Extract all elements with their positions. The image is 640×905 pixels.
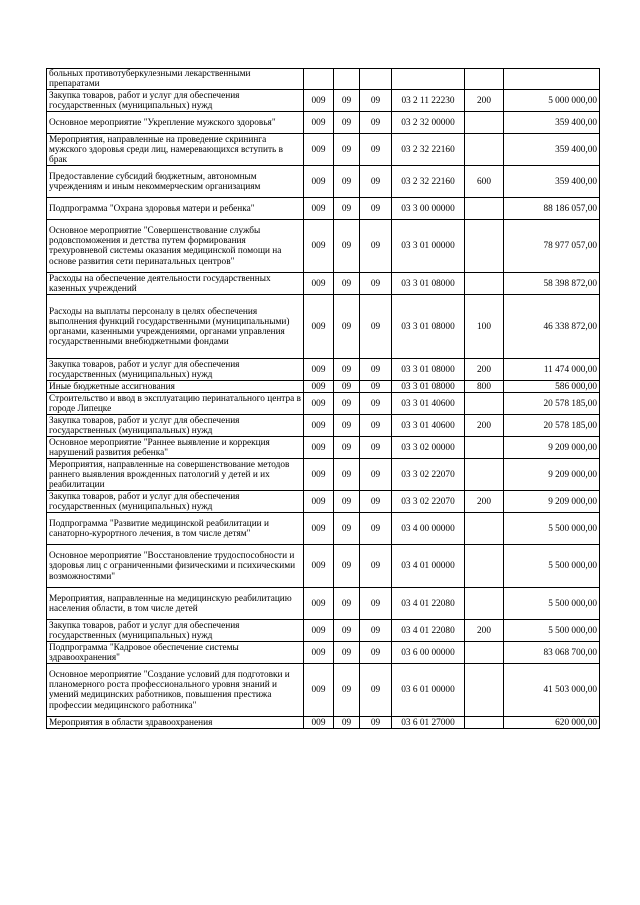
row-target-article: 03 3 01 08000 — [392, 295, 465, 359]
row-subsection: 09 — [360, 664, 392, 717]
table-row — [47, 198, 600, 220]
row-target-article: 03 3 01 40600 — [392, 415, 465, 437]
row-section: 09 — [334, 166, 360, 198]
row-expense-type — [465, 642, 504, 664]
row-target-article — [392, 69, 465, 90]
row-expense-type: 100 — [465, 295, 504, 359]
row-admin-code: 009 — [304, 381, 334, 393]
row-name: Подпрограмма "Кадровое обеспечение системы здравоохранения" — [47, 642, 304, 664]
table-row — [47, 717, 600, 729]
row-target-article: 03 4 00 00000 — [392, 513, 465, 545]
row-subsection: 09 — [360, 381, 392, 393]
row-target-article: 03 4 01 22080 — [392, 588, 465, 620]
row-section: 09 — [334, 134, 360, 166]
row-section — [334, 69, 360, 90]
table-body — [47, 69, 600, 729]
row-subsection: 09 — [360, 513, 392, 545]
row-name: Иные бюджетные ассигнования — [47, 381, 304, 393]
row-admin-code: 009 — [304, 220, 334, 273]
row-expense-type — [465, 69, 504, 90]
row-target-article: 03 3 02 22070 — [392, 491, 465, 513]
row-subsection: 09 — [360, 545, 392, 588]
row-amount: 20 578 185,00 — [504, 393, 600, 415]
row-name: Закупка товаров, работ и услуг для обеспечения государственных (муниципальных) нужд — [47, 491, 304, 513]
table-row — [47, 642, 600, 664]
row-admin-code: 009 — [304, 717, 334, 729]
row-expense-type — [465, 393, 504, 415]
row-admin-code: 009 — [304, 359, 334, 381]
row-name: Основное мероприятие "Совершенствование службы родовспоможения и детства путем формирования трехуровневой системы оказания медицинской помощи на основе развития сети перинатальных центров" — [47, 220, 304, 273]
row-target-article: 03 3 01 08000 — [392, 381, 465, 393]
row-subsection: 09 — [360, 415, 392, 437]
table-row — [47, 437, 600, 459]
row-admin-code: 009 — [304, 459, 334, 491]
row-admin-code: 009 — [304, 198, 334, 220]
row-admin-code: 009 — [304, 295, 334, 359]
row-target-article: 03 6 00 00000 — [392, 642, 465, 664]
row-admin-code: 009 — [304, 273, 334, 295]
row-expense-type — [465, 588, 504, 620]
row-section: 09 — [334, 220, 360, 273]
budget-table — [46, 68, 600, 729]
row-expense-type — [465, 459, 504, 491]
row-admin-code: 009 — [304, 134, 334, 166]
row-section: 09 — [334, 513, 360, 545]
row-amount — [504, 69, 600, 90]
row-subsection: 09 — [360, 166, 392, 198]
row-name: Подпрограмма "Охрана здоровья матери и ребенка" — [47, 198, 304, 220]
row-expense-type — [465, 513, 504, 545]
row-subsection: 09 — [360, 642, 392, 664]
table-row — [47, 620, 600, 642]
row-admin-code: 009 — [304, 393, 334, 415]
row-amount: 5 500 000,00 — [504, 620, 600, 642]
row-expense-type: 200 — [465, 491, 504, 513]
table-row — [47, 491, 600, 513]
row-amount: 359 400,00 — [504, 166, 600, 198]
row-amount: 359 400,00 — [504, 112, 600, 134]
row-name: Мероприятия, направленные на совершенствование методов раннего выявления врожденных патологий у детей и их реабилитации — [47, 459, 304, 491]
row-expense-type — [465, 112, 504, 134]
row-amount: 359 400,00 — [504, 134, 600, 166]
row-name: Мероприятия, направленные на медицинскую реабилитацию населения области, в том числе детей — [47, 588, 304, 620]
row-expense-type — [465, 717, 504, 729]
table-row — [47, 415, 600, 437]
row-section: 09 — [334, 620, 360, 642]
row-subsection: 09 — [360, 134, 392, 166]
table-row — [47, 459, 600, 491]
row-amount: 5 500 000,00 — [504, 545, 600, 588]
row-expense-type: 200 — [465, 90, 504, 112]
row-amount: 78 977 057,00 — [504, 220, 600, 273]
row-target-article: 03 2 32 22160 — [392, 166, 465, 198]
row-section: 09 — [334, 437, 360, 459]
row-expense-type: 200 — [465, 415, 504, 437]
row-subsection: 09 — [360, 717, 392, 729]
row-subsection: 09 — [360, 437, 392, 459]
row-section: 09 — [334, 664, 360, 717]
row-amount: 46 338 872,00 — [504, 295, 600, 359]
table-row — [47, 220, 600, 273]
row-subsection — [360, 69, 392, 90]
table-row — [47, 545, 600, 588]
row-expense-type — [465, 134, 504, 166]
table-row — [47, 90, 600, 112]
row-name: Мероприятия, направленные на проведение скрининга мужского здоровья среди лиц, намеревающихся вступить в брак — [47, 134, 304, 166]
row-admin-code: 009 — [304, 437, 334, 459]
table-row — [47, 513, 600, 545]
row-expense-type — [465, 198, 504, 220]
row-subsection: 09 — [360, 295, 392, 359]
row-subsection: 09 — [360, 112, 392, 134]
row-target-article: 03 2 11 22230 — [392, 90, 465, 112]
row-name: Подпрограмма "Развитие медицинской реабилитации и санаторно-курортного лечения, в том числе детям" — [47, 513, 304, 545]
table-row — [47, 664, 600, 717]
row-subsection: 09 — [360, 491, 392, 513]
row-section: 09 — [334, 112, 360, 134]
row-section: 09 — [334, 90, 360, 112]
row-expense-type — [465, 545, 504, 588]
row-amount: 11 474 000,00 — [504, 359, 600, 381]
row-name: Закупка товаров, работ и услуг для обеспечения государственных (муниципальных) нужд — [47, 415, 304, 437]
table-row — [47, 359, 600, 381]
row-target-article: 03 3 00 00000 — [392, 198, 465, 220]
row-name: Закупка товаров, работ и услуг для обеспечения государственных (муниципальных) нужд — [47, 359, 304, 381]
row-section: 09 — [334, 642, 360, 664]
row-subsection: 09 — [360, 393, 392, 415]
row-target-article: 03 3 01 08000 — [392, 359, 465, 381]
row-target-article: 03 4 01 00000 — [392, 545, 465, 588]
row-target-article: 03 6 01 00000 — [392, 664, 465, 717]
row-section: 09 — [334, 198, 360, 220]
row-section: 09 — [334, 393, 360, 415]
row-name: Закупка товаров, работ и услуг для обеспечения государственных (муниципальных) нужд — [47, 90, 304, 112]
row-amount: 20 578 185,00 — [504, 415, 600, 437]
row-amount: 9 209 000,00 — [504, 459, 600, 491]
row-admin-code: 009 — [304, 112, 334, 134]
row-expense-type — [465, 273, 504, 295]
row-admin-code: 009 — [304, 642, 334, 664]
row-section: 09 — [334, 295, 360, 359]
row-expense-type: 600 — [465, 166, 504, 198]
row-name: Расходы на выплаты персоналу в целях обеспечения выполнения функций государственными (муниципальными) органами, казенными учреждениями, органами управления государственными внебюджетными фондами — [47, 295, 304, 359]
row-subsection: 09 — [360, 273, 392, 295]
row-subsection: 09 — [360, 220, 392, 273]
row-subsection: 09 — [360, 359, 392, 381]
row-expense-type: 800 — [465, 381, 504, 393]
row-target-article: 03 4 01 22080 — [392, 620, 465, 642]
row-target-article: 03 3 01 40600 — [392, 393, 465, 415]
row-expense-type — [465, 220, 504, 273]
row-amount: 5 500 000,00 — [504, 588, 600, 620]
row-target-article: 03 3 01 08000 — [392, 273, 465, 295]
row-amount: 5 500 000,00 — [504, 513, 600, 545]
row-section: 09 — [334, 717, 360, 729]
row-name: Предоставление субсидий бюджетным, автономным учреждениям и иным некоммерческим организациям — [47, 166, 304, 198]
table-row — [47, 273, 600, 295]
row-section: 09 — [334, 491, 360, 513]
row-admin-code — [304, 69, 334, 90]
row-admin-code: 009 — [304, 664, 334, 717]
row-admin-code: 009 — [304, 491, 334, 513]
row-target-article: 03 3 02 22070 — [392, 459, 465, 491]
row-admin-code: 009 — [304, 513, 334, 545]
table-row — [47, 166, 600, 198]
row-name: Основное мероприятие "Восстановление трудоспособности и здоровья лиц с ограниченными физическими и психическими возможностями" — [47, 545, 304, 588]
row-admin-code: 009 — [304, 415, 334, 437]
row-target-article: 03 6 01 27000 — [392, 717, 465, 729]
row-name: Строительство и ввод в эксплуатацию перинатального центра в городе Липецке — [47, 393, 304, 415]
row-target-article: 03 2 32 22160 — [392, 134, 465, 166]
row-target-article: 03 3 02 00000 — [392, 437, 465, 459]
row-subsection: 09 — [360, 459, 392, 491]
table-row — [47, 69, 600, 90]
row-admin-code: 009 — [304, 545, 334, 588]
row-amount: 83 068 700,00 — [504, 642, 600, 664]
row-name: Мероприятия в области здравоохранения — [47, 717, 304, 729]
row-amount: 88 186 057,00 — [504, 198, 600, 220]
row-expense-type: 200 — [465, 359, 504, 381]
table-row — [47, 112, 600, 134]
row-amount: 586 000,00 — [504, 381, 600, 393]
row-name: Закупка товаров, работ и услуг для обеспечения государственных (муниципальных) нужд — [47, 620, 304, 642]
table-row — [47, 295, 600, 359]
row-name: Основное мероприятие "Раннее выявление и коррекция нарушений развития ребенка" — [47, 437, 304, 459]
row-amount: 9 209 000,00 — [504, 491, 600, 513]
row-expense-type — [465, 664, 504, 717]
row-subsection: 09 — [360, 198, 392, 220]
row-amount: 58 398 872,00 — [504, 273, 600, 295]
row-name: Основное мероприятие "Укрепление мужского здоровья" — [47, 112, 304, 134]
row-target-article: 03 2 32 00000 — [392, 112, 465, 134]
row-admin-code: 009 — [304, 90, 334, 112]
row-subsection: 09 — [360, 620, 392, 642]
row-amount: 41 503 000,00 — [504, 664, 600, 717]
row-subsection: 09 — [360, 90, 392, 112]
row-expense-type: 200 — [465, 620, 504, 642]
row-expense-type — [465, 437, 504, 459]
row-section: 09 — [334, 415, 360, 437]
row-name: Основное мероприятие "Создание условий для подготовки и планомерного роста профессионального уровня знаний и умений медицинских работников, повышения престижа профессии медицинского работника" — [47, 664, 304, 717]
row-subsection: 09 — [360, 588, 392, 620]
row-amount: 5 000 000,00 — [504, 90, 600, 112]
row-section: 09 — [334, 459, 360, 491]
table-row — [47, 393, 600, 415]
row-section: 09 — [334, 588, 360, 620]
row-name: Расходы на обеспечение деятельности государственных казенных учреждений — [47, 273, 304, 295]
row-target-article: 03 3 01 00000 — [392, 220, 465, 273]
table-row — [47, 381, 600, 393]
row-section: 09 — [334, 545, 360, 588]
row-amount: 9 209 000,00 — [504, 437, 600, 459]
row-section: 09 — [334, 359, 360, 381]
row-amount: 620 000,00 — [504, 717, 600, 729]
row-section: 09 — [334, 381, 360, 393]
row-admin-code: 009 — [304, 620, 334, 642]
row-admin-code: 009 — [304, 166, 334, 198]
table-row — [47, 134, 600, 166]
table-row — [47, 588, 600, 620]
row-section: 09 — [334, 273, 360, 295]
row-name: больных противотуберкулезными лекарственными препаратами — [47, 69, 304, 90]
row-admin-code: 009 — [304, 588, 334, 620]
